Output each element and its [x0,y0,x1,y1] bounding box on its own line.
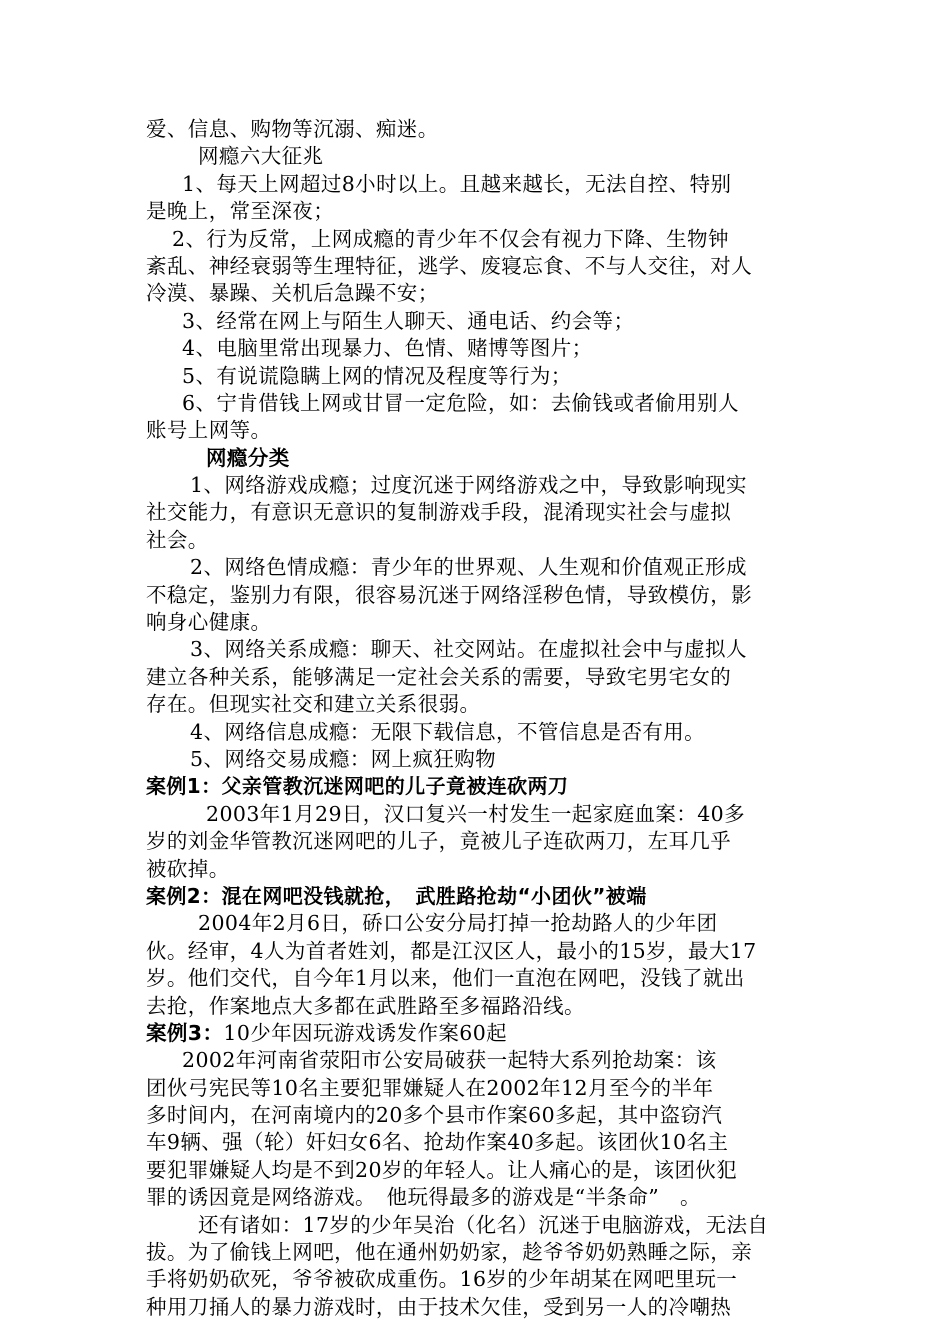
text-line: 伙。经审，4人为首者姓刘，都是江汉区人，最小的15岁，最大17 [146,938,757,963]
text-line: 拔。为了偷钱上网吧，他在通州奶奶家，趁爷爷奶奶熟睡之际，亲 [146,1240,753,1265]
case-3-title [146,1020,810,1047]
text-line: 不稳定，鉴别力有限，很容易沉迷于网络淫秽色情，导致模仿，影 [146,582,753,607]
case-2-title: 案例2：混在网吧没钱就抢， 武胜路抢劫“小团伙”被端 [146,883,647,908]
section-heading-categories: 网瘾分类 [206,445,290,470]
text-line: 建立各种关系，能够满足一定社会关系的需要，导致宅男宅女的 [146,664,732,689]
text-line: 去抢，作案地点大多都在武胜路至多福路沿线。 [146,993,585,1018]
text-line: 2、行为反常，上网成瘾的青少年不仅会有视力下降、生物钟 [172,226,729,251]
text-line: 3、经常在网上与陌生人聊天、通电话、约会等； [182,308,635,333]
text-line: 响身心健康。 [146,610,272,635]
text-line: 4、网络信息成瘾：无限下载信息，不管信息是否有用。 [190,719,706,744]
case-3-label: 案例3： [146,1020,224,1045]
text-line: 1、网络游戏成瘾；过度沉迷于网络游戏之中，导致影响现实 [190,473,747,498]
case-1-title: 案例1：父亲管教沉迷网吧的儿子竟被连砍两刀 [146,774,569,799]
section-heading-six-signs: 网瘾六大征兆 [198,144,324,169]
text-line: 社交能力，有意识无意识的复制游戏手段，混淆现实社会与虚拟 [146,500,732,525]
text-line: 紊乱、神经衰弱等生理特征，逃学、废寝忘食、不与人交往，对人 [146,253,753,278]
text-line: 罪的诱因竟是网络游戏。 他玩得最多的游戏是“半条命” 。 [146,1185,701,1210]
text-line: 冷漠、暴躁、关机后急躁不安； [146,281,439,306]
text-line: 团伙弓宪民等10名主要犯罪嫌疑人在2002年12月至今的半年 [146,1075,714,1100]
text-line: 5、有说谎隐瞒上网的情况及程度等行为； [182,363,572,388]
text-line: 车9辆、强（轮）奸妇女6名、抢劫作案40多起。该团伙10名主 [146,1130,729,1155]
text-line: 6、宁肯借钱上网或甘冒一定危险，如：去偷钱或者偷用别人 [182,390,739,415]
text-line: 3、网络关系成瘾：聊天、社交网站。在虚拟社会中与虚拟人 [190,637,747,662]
text-line: 岁的刘金华管教沉迷网吧的儿子，竟被儿子连砍两刀，左耳几乎 [146,829,732,854]
text-line: 社会。 [146,527,209,552]
text-line: 账号上网等。 [146,418,272,443]
text-line: 5、网络交易成瘾：网上疯狂购物 [190,746,497,771]
text-line: 2004年2月6日，硚口公安分局打掉一抢劫路人的少年团 [198,911,718,936]
text-line: 1、每天上网超过8小时以上。且越来越长，无法自控、特别 [182,171,732,196]
text-line: 2、网络色情成瘾：青少年的世界观、人生观和价值观正形成 [190,555,747,580]
text-line: 被砍掉。 [146,856,230,881]
case-3-title-text: 10少年因玩游戏诱发作案60起 [223,1020,508,1045]
text-line: 2002年河南省荥阳市公安局破获一起特大系列抢劫案：该 [182,1048,717,1073]
text-line: 存在。但现实社交和建立关系很弱。 [146,692,481,717]
text-line: 种用刀捅人的暴力游戏时，由于技术欠佳，受到另一人的冷嘲热 [146,1294,732,1319]
text-line: 是晚上，常至深夜； [146,199,335,224]
text-line: 爱、信息、购物等沉溺、痴迷。 [146,117,439,141]
document-page [146,116,810,1321]
text-line: 岁。他们交代，自今年1月以来，他们一直泡在网吧，没钱了就出 [146,966,745,991]
text-line: 还有诸如：17岁的少年吴治（化名）沉迷于电脑游戏，无法自 [198,1212,769,1237]
text-line: 2003年1月29日，汉口复兴一村发生一起家庭血案：40多 [206,801,745,826]
text-line: 4、电脑里常出现暴力、色情、赌博等图片； [182,336,593,361]
text-line: 手将奶奶砍死，爷爷被砍成重伤。16岁的少年胡某在网吧里玩一 [146,1267,738,1292]
text-line: 要犯罪嫌疑人均是不到20岁的年轻人。让人痛心的是，该团伙犯 [146,1157,738,1182]
text-line: 多时间内，在河南境内的20多个县市作案60多起，其中盗窃汽 [146,1103,723,1128]
